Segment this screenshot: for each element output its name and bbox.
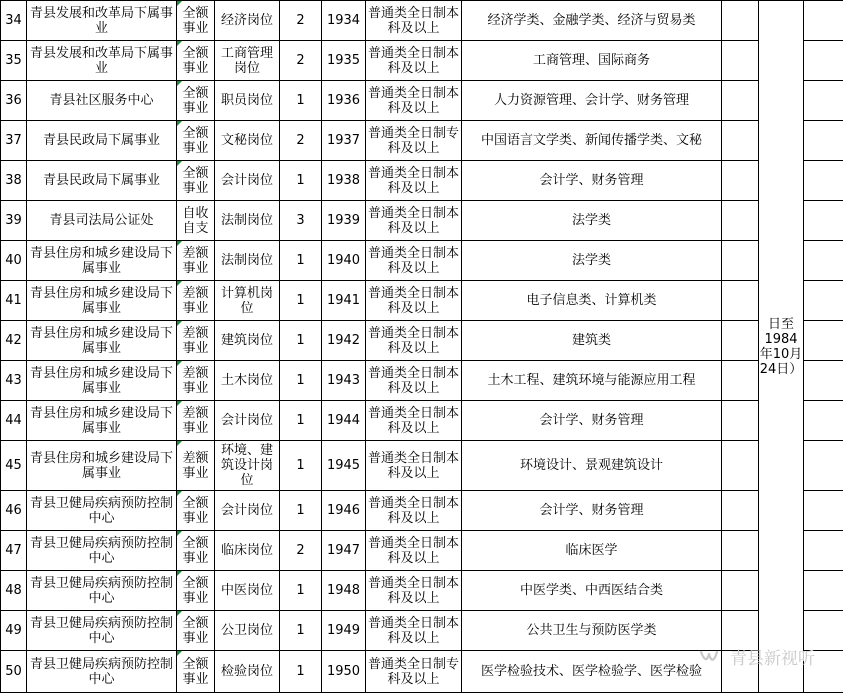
education-requirement: 普通类全日制本科及以上 bbox=[366, 491, 462, 531]
hiring-unit: 青县卫健局疾病预防控制中心 bbox=[27, 491, 177, 531]
post-name: 会计岗位 bbox=[215, 491, 280, 531]
funding-type: 全额事业 bbox=[177, 611, 215, 651]
hiring-unit: 青县住房和城乡建设局下属事业 bbox=[27, 281, 177, 321]
table-row bbox=[1, 571, 843, 611]
empty-cell bbox=[804, 441, 843, 491]
table-row bbox=[1, 531, 843, 571]
funding-type: 差额事业 bbox=[177, 401, 215, 441]
row-number: 34 bbox=[1, 1, 27, 41]
funding-type: 全额事业 bbox=[177, 571, 215, 611]
major-requirement: 会计学、财务管理 bbox=[462, 161, 722, 201]
empty-cell bbox=[804, 571, 843, 611]
education-requirement: 普通类全日制本科及以上 bbox=[366, 161, 462, 201]
row-number: 41 bbox=[1, 281, 27, 321]
table-row bbox=[1, 361, 843, 401]
post-name: 计算机岗位 bbox=[215, 281, 280, 321]
empty-cell bbox=[804, 1, 843, 41]
table-row bbox=[1, 491, 843, 531]
hiring-unit: 青县司法局公证处 bbox=[27, 201, 177, 241]
post-code: 1937 bbox=[322, 121, 366, 161]
table-row bbox=[1, 401, 843, 441]
watermark bbox=[698, 644, 815, 669]
hiring-unit: 青县发展和改革局下属事业 bbox=[27, 41, 177, 81]
education-requirement: 普通类全日制本科及以上 bbox=[366, 361, 462, 401]
post-name: 文秘岗位 bbox=[215, 121, 280, 161]
headcount: 2 bbox=[280, 121, 322, 161]
education-requirement: 普通类全日制本科及以上 bbox=[366, 281, 462, 321]
empty-cell bbox=[804, 81, 843, 121]
table-row bbox=[1, 1, 843, 41]
post-name: 法制岗位 bbox=[215, 241, 280, 281]
funding-type: 全额事业 bbox=[177, 1, 215, 41]
empty-cell bbox=[722, 491, 759, 531]
empty-cell bbox=[804, 531, 843, 571]
table-row bbox=[1, 281, 843, 321]
post-name: 临床岗位 bbox=[215, 531, 280, 571]
post-name: 公卫岗位 bbox=[215, 611, 280, 651]
post-code: 1938 bbox=[322, 161, 366, 201]
hiring-unit: 青县住房和城乡建设局下属事业 bbox=[27, 401, 177, 441]
major-requirement: 电子信息类、计算机类 bbox=[462, 281, 722, 321]
hiring-unit: 青县卫健局疾病预防控制中心 bbox=[27, 651, 177, 693]
major-requirement: 中医学类、中西医结合类 bbox=[462, 571, 722, 611]
post-code: 1946 bbox=[322, 491, 366, 531]
major-requirement: 建筑类 bbox=[462, 321, 722, 361]
empty-cell bbox=[722, 81, 759, 121]
empty-cell bbox=[804, 401, 843, 441]
post-code: 1949 bbox=[322, 611, 366, 651]
major-requirement: 中国语言文学类、新闻传播学类、文秘 bbox=[462, 121, 722, 161]
hiring-unit: 青县卫健局疾病预防控制中心 bbox=[27, 571, 177, 611]
empty-cell bbox=[722, 401, 759, 441]
empty-cell bbox=[722, 281, 759, 321]
major-requirement: 法学类 bbox=[462, 241, 722, 281]
table-row bbox=[1, 161, 843, 201]
funding-type: 全额事业 bbox=[177, 531, 215, 571]
headcount: 1 bbox=[280, 491, 322, 531]
major-requirement: 医学检验技术、医学检验学、医学检验 bbox=[462, 651, 722, 693]
row-number: 49 bbox=[1, 611, 27, 651]
row-number: 40 bbox=[1, 241, 27, 281]
post-name: 职员岗位 bbox=[215, 81, 280, 121]
education-requirement: 普通类全日制本科及以上 bbox=[366, 201, 462, 241]
post-code: 1940 bbox=[322, 241, 366, 281]
major-requirement: 环境设计、景观建筑设计 bbox=[462, 441, 722, 491]
education-requirement: 普通类全日制本科及以上 bbox=[366, 241, 462, 281]
education-requirement: 普通类全日制本科及以上 bbox=[366, 41, 462, 81]
table-row bbox=[1, 41, 843, 81]
empty-cell bbox=[804, 321, 843, 361]
post-name: 工商管理岗位 bbox=[215, 41, 280, 81]
major-requirement: 法学类 bbox=[462, 201, 722, 241]
empty-cell bbox=[722, 241, 759, 281]
education-requirement: 普通类全日制专科及以上 bbox=[366, 651, 462, 693]
post-name: 土木岗位 bbox=[215, 361, 280, 401]
headcount: 1 bbox=[280, 571, 322, 611]
post-code: 1934 bbox=[322, 1, 366, 41]
post-code: 1945 bbox=[322, 441, 366, 491]
empty-cell bbox=[722, 201, 759, 241]
headcount: 1 bbox=[280, 401, 322, 441]
empty-cell bbox=[722, 441, 759, 491]
wechat-channel-icon bbox=[698, 646, 724, 668]
headcount: 1 bbox=[280, 611, 322, 651]
funding-type: 差额事业 bbox=[177, 361, 215, 401]
post-code: 1941 bbox=[322, 281, 366, 321]
funding-type: 差额事业 bbox=[177, 441, 215, 491]
major-requirement: 临床医学 bbox=[462, 531, 722, 571]
row-number: 48 bbox=[1, 571, 27, 611]
row-number: 38 bbox=[1, 161, 27, 201]
empty-cell bbox=[722, 41, 759, 81]
post-name: 法制岗位 bbox=[215, 201, 280, 241]
headcount: 1 bbox=[280, 81, 322, 121]
row-number: 43 bbox=[1, 361, 27, 401]
row-number: 36 bbox=[1, 81, 27, 121]
row-number: 37 bbox=[1, 121, 27, 161]
table-row bbox=[1, 81, 843, 121]
empty-cell bbox=[804, 361, 843, 401]
major-requirement: 会计学、财务管理 bbox=[462, 401, 722, 441]
hiring-unit: 青县住房和城乡建设局下属事业 bbox=[27, 361, 177, 401]
empty-cell bbox=[804, 161, 843, 201]
row-number: 45 bbox=[1, 441, 27, 491]
funding-type: 全额事业 bbox=[177, 651, 215, 693]
post-name: 检验岗位 bbox=[215, 651, 280, 693]
hiring-unit: 青县民政局下属事业 bbox=[27, 121, 177, 161]
empty-cell bbox=[722, 571, 759, 611]
hiring-unit: 青县社区服务中心 bbox=[27, 81, 177, 121]
headcount: 1 bbox=[280, 441, 322, 491]
major-requirement: 人力资源管理、会计学、财务管理 bbox=[462, 81, 722, 121]
headcount: 1 bbox=[280, 161, 322, 201]
funding-type: 全额事业 bbox=[177, 491, 215, 531]
funding-type: 全额事业 bbox=[177, 81, 215, 121]
empty-cell bbox=[804, 201, 843, 241]
table-row bbox=[1, 321, 843, 361]
row-number: 47 bbox=[1, 531, 27, 571]
headcount: 1 bbox=[280, 361, 322, 401]
post-code: 1948 bbox=[322, 571, 366, 611]
empty-cell bbox=[804, 491, 843, 531]
post-name: 中医岗位 bbox=[215, 571, 280, 611]
empty-cell bbox=[722, 1, 759, 41]
education-requirement: 普通类全日制本科及以上 bbox=[366, 401, 462, 441]
education-requirement: 普通类全日制本科及以上 bbox=[366, 611, 462, 651]
headcount: 1 bbox=[280, 281, 322, 321]
row-number: 46 bbox=[1, 491, 27, 531]
headcount: 1 bbox=[280, 321, 322, 361]
funding-type: 差额事业 bbox=[177, 321, 215, 361]
empty-cell bbox=[804, 241, 843, 281]
age-requirement-note: 日至1984年10月24日） bbox=[759, 1, 804, 693]
table-row bbox=[1, 241, 843, 281]
post-code: 1944 bbox=[322, 401, 366, 441]
hiring-unit: 青县卫健局疾病预防控制中心 bbox=[27, 611, 177, 651]
funding-type: 全额事业 bbox=[177, 161, 215, 201]
headcount: 1 bbox=[280, 651, 322, 693]
watermark-text: 青县新视听 bbox=[730, 644, 815, 669]
funding-type: 差额事业 bbox=[177, 241, 215, 281]
table-row bbox=[1, 121, 843, 161]
education-requirement: 普通类全日制专科及以上 bbox=[366, 121, 462, 161]
post-name: 经济岗位 bbox=[215, 1, 280, 41]
empty-cell bbox=[722, 121, 759, 161]
post-code: 1950 bbox=[322, 651, 366, 693]
funding-type: 自收自支 bbox=[177, 201, 215, 241]
hiring-unit: 青县住房和城乡建设局下属事业 bbox=[27, 321, 177, 361]
post-code: 1936 bbox=[322, 81, 366, 121]
post-name: 会计岗位 bbox=[215, 401, 280, 441]
education-requirement: 普通类全日制本科及以上 bbox=[366, 321, 462, 361]
major-requirement: 经济学类、金融学类、经济与贸易类 bbox=[462, 1, 722, 41]
funding-type: 全额事业 bbox=[177, 121, 215, 161]
funding-type: 全额事业 bbox=[177, 41, 215, 81]
empty-cell bbox=[722, 161, 759, 201]
table-row bbox=[1, 201, 843, 241]
headcount: 3 bbox=[280, 201, 322, 241]
empty-cell bbox=[722, 321, 759, 361]
post-code: 1943 bbox=[322, 361, 366, 401]
post-code: 1942 bbox=[322, 321, 366, 361]
post-name: 建筑岗位 bbox=[215, 321, 280, 361]
empty-cell bbox=[804, 41, 843, 81]
row-number: 50 bbox=[1, 651, 27, 693]
major-requirement: 土木工程、建筑环境与能源应用工程 bbox=[462, 361, 722, 401]
empty-cell bbox=[804, 281, 843, 321]
post-name: 会计岗位 bbox=[215, 161, 280, 201]
major-requirement: 会计学、财务管理 bbox=[462, 491, 722, 531]
headcount: 1 bbox=[280, 241, 322, 281]
row-number: 42 bbox=[1, 321, 27, 361]
hiring-unit: 青县住房和城乡建设局下属事业 bbox=[27, 241, 177, 281]
post-code: 1947 bbox=[322, 531, 366, 571]
education-requirement: 普通类全日制本科及以上 bbox=[366, 571, 462, 611]
education-requirement: 普通类全日制本科及以上 bbox=[366, 81, 462, 121]
hiring-unit: 青县住房和城乡建设局下属事业 bbox=[27, 441, 177, 491]
funding-type: 差额事业 bbox=[177, 281, 215, 321]
empty-cell bbox=[722, 531, 759, 571]
hiring-unit: 青县民政局下属事业 bbox=[27, 161, 177, 201]
empty-cell bbox=[722, 361, 759, 401]
education-requirement: 普通类全日制本科及以上 bbox=[366, 531, 462, 571]
major-requirement: 公共卫生与预防医学类 bbox=[462, 611, 722, 651]
hiring-unit: 青县卫健局疾病预防控制中心 bbox=[27, 531, 177, 571]
headcount: 2 bbox=[280, 41, 322, 81]
education-requirement: 普通类全日制本科及以上 bbox=[366, 1, 462, 41]
row-number: 39 bbox=[1, 201, 27, 241]
hiring-unit: 青县发展和改革局下属事业 bbox=[27, 1, 177, 41]
major-requirement: 工商管理、国际商务 bbox=[462, 41, 722, 81]
headcount: 2 bbox=[280, 1, 322, 41]
empty-cell bbox=[804, 121, 843, 161]
table-row bbox=[1, 441, 843, 491]
post-code: 1939 bbox=[322, 201, 366, 241]
post-code: 1935 bbox=[322, 41, 366, 81]
row-number: 44 bbox=[1, 401, 27, 441]
post-name: 环境、建筑设计岗位 bbox=[215, 441, 280, 491]
row-number: 35 bbox=[1, 41, 27, 81]
headcount: 2 bbox=[280, 531, 322, 571]
education-requirement: 普通类全日制本科及以上 bbox=[366, 441, 462, 491]
